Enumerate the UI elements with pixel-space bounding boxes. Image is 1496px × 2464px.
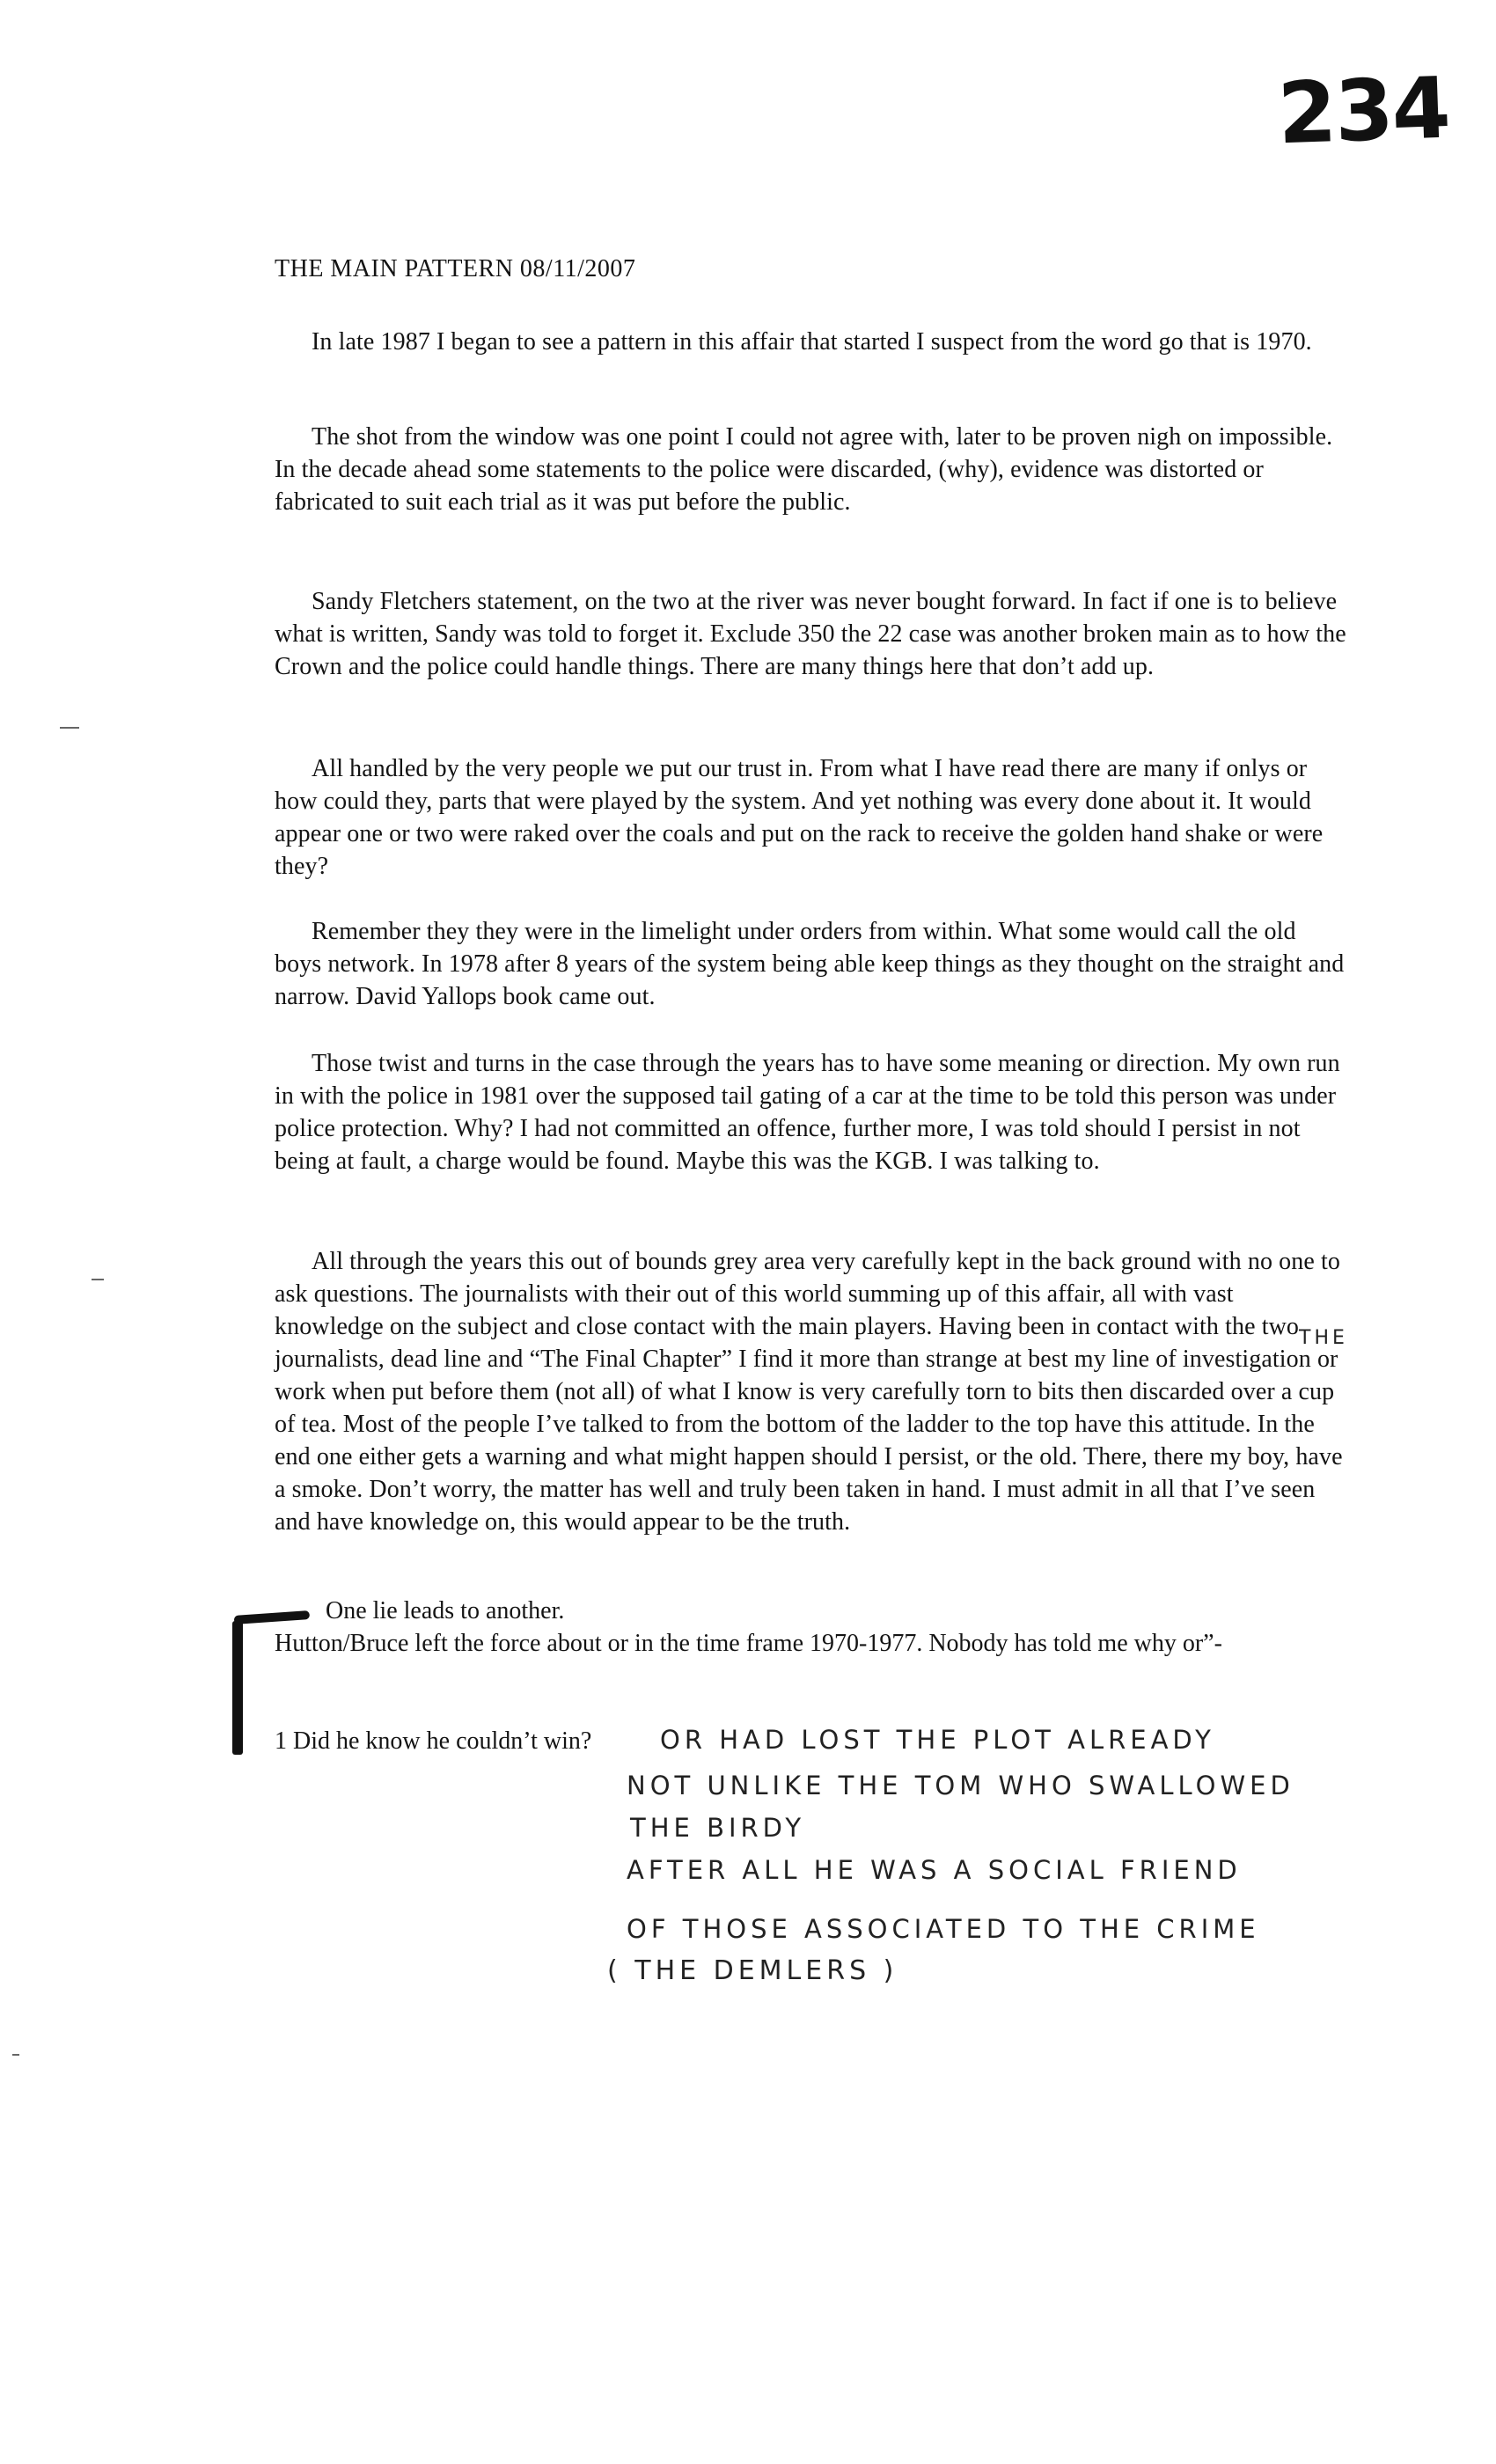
paragraph-7: All through the years this out of bounds grey area very carefully kept in the back ground with no one to ask questions. The journalists with their out of this world summing up of this affair, all with vast knowledge on the subject and close contact with the main players. Having been in contact with the two journalists, dead line and “The Final Chapter” I find it more than strange at best my line of investigation or work when put before them (not all) of what I know is very carefully torn to bits then discarded over a cup of tea. Most of the people I’ve talked to from the bottom of the ladder to the top have this attitude. In the end one either gets a warning and what might happen should I persist, or the old. There, there my boy, have a smoke. Don’t worry, the matter has well and truly been taken in hand. I must admit in all that I’ve seen and have knowledge on, this would appear to be the truth. xyxy=(275,1248,1343,1536)
closing-line-3: 1 Did he know he couldn’t win? xyxy=(275,1727,592,1755)
handwritten-line-6: ( THE DEMLERS ) xyxy=(607,1955,898,1986)
margin-note: THE xyxy=(1299,1327,1348,1349)
handwritten-line-1: OR HAD LOST THE PLOT ALREADY xyxy=(660,1725,1215,1755)
page-number: 234 xyxy=(1276,58,1451,164)
paragraph-6: Those twist and turns in the case through the years has to have some meaning or direction. My own run in with the police in 1981 over the supposed tail gating of a car at the time to be told this person was under police protection. Why? I had not committed an offence, further more, I was told should I persist in not being at fault, a charge would be found. Maybe this was the KGB. I was talking to. xyxy=(275,1050,1340,1175)
bracket-mark xyxy=(232,1621,243,1755)
handwritten-line-4: AFTER ALL HE WAS A SOCIAL FRIEND xyxy=(627,1855,1242,1885)
paragraph-1: In late 1987 I began to see a pattern in this affair that started I suspect from the word go that is 1970. xyxy=(312,328,1312,356)
paragraph-5: Remember they they were in the limelight under orders from within. What some would call the old boys network. In 1978 after 8 years of the system being able keep things as they thought on the straight and narrow. David Yallops book came out. xyxy=(275,918,1345,1010)
margin-tick xyxy=(92,1279,104,1280)
paragraph-3: Sandy Fletchers statement, on the two at the river was never bought forward. In fact if one is to believe what is written, Sandy was told to forget it. Exclude 350 the 22 case was another broken main as to how the Crown and the police could handle things. There are many things here that don’t add up. xyxy=(275,588,1346,680)
handwritten-line-3: THE BIRDY xyxy=(630,1813,806,1843)
paragraph-2: The shot from the window was one point I could not agree with, later to be proven nigh on impossible. In the decade ahead some statements to the police were discarded, (why), evidence was distorted or fabricated to suit each trial as it was put before the public. xyxy=(275,423,1333,516)
handwritten-line-2: NOT UNLIKE THE TOM WHO SWALLOWED xyxy=(627,1771,1294,1800)
handwritten-line-5: OF THOSE ASSOCIATED TO THE CRIME xyxy=(627,1914,1260,1944)
closing-line-1: One lie leads to another. xyxy=(326,1597,565,1624)
closing-line-2: Hutton/Bruce left the force about or in the time frame 1970-1977. Nobody has told me why or”- xyxy=(275,1630,1222,1657)
document-title: THE MAIN PATTERN 08/11/2007 xyxy=(275,255,636,282)
paragraph-4: All handled by the very people we put our trust in. From what I have read there are many if onlys or how could they, parts that were played by the system. And yet nothing was every done about it. It would appear one or two were raked over the coals and put on the rack to receive the golden hand shake or were they? xyxy=(275,755,1324,880)
margin-tick xyxy=(12,2054,19,2056)
margin-tick xyxy=(60,727,79,729)
